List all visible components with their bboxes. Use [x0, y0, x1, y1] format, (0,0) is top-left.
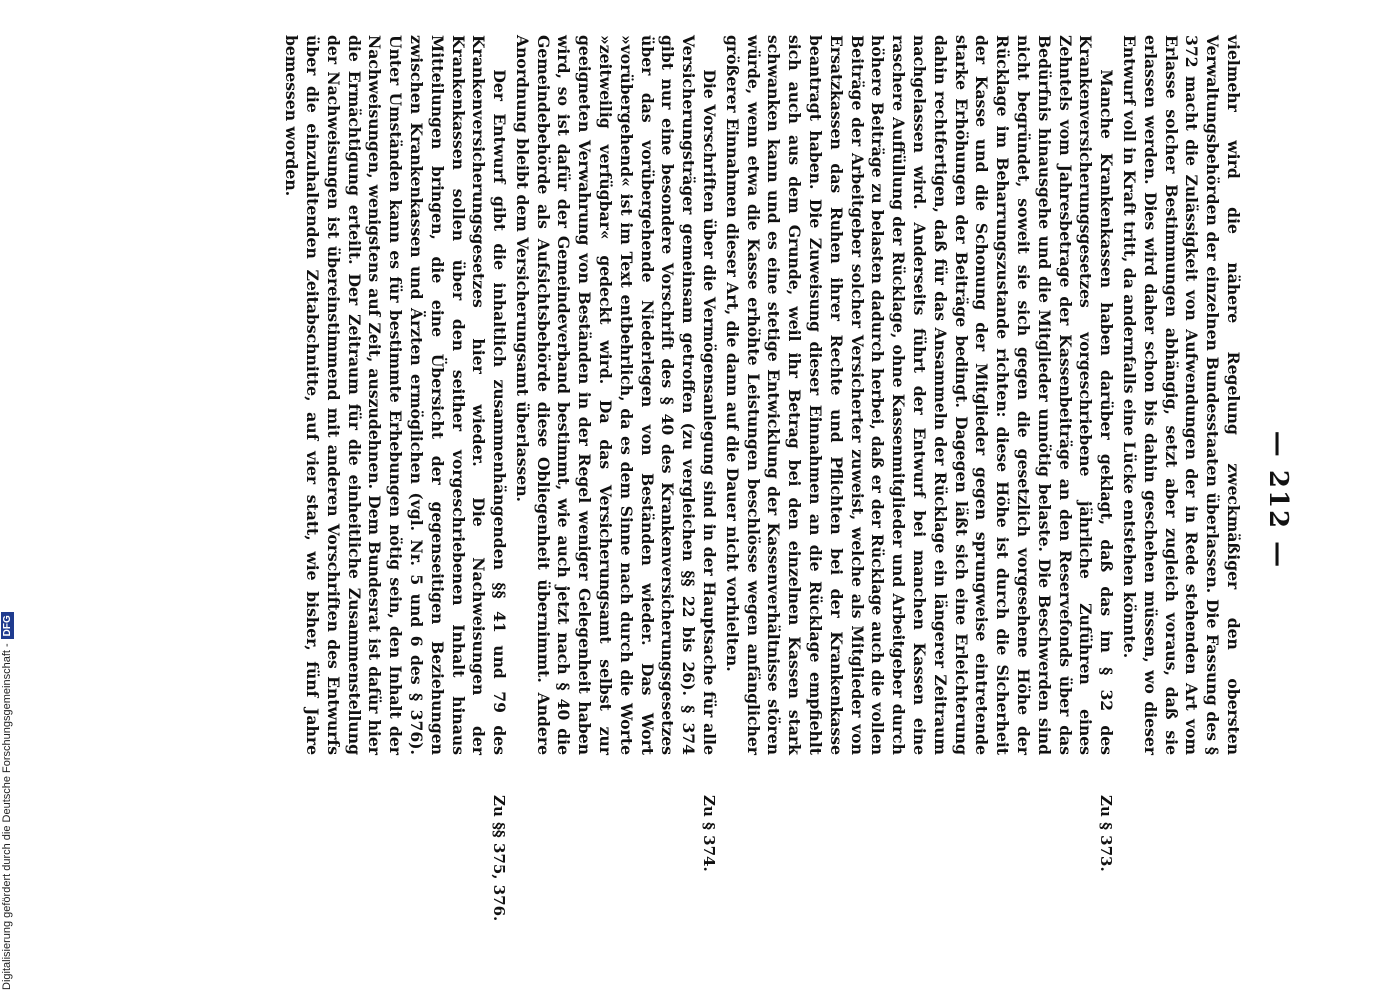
paragraph: Der Entwurf gibt die inhaltlich zusammenhängenden §§ 41 und 79 des Krankenversicherungsgesetzes hier wieder. Die Nachweisungen der Krankenkassen sollen über den seither vorgeschriebenen Inhalt hinaus Mitteilungen bringen, die eine Übersicht der gegenseitigen Beziehungen zwischen Krankenkassen und Ärzten ermöglichen (vgl. Nr. 5 und 6 des § 376). Unter Umständen kann es für bestimmte Erhebungen nötig sein, den Inhalt der Nachweisungen, wenigstens auf Zeit, auszudehnen. Dem Bundesrat ist dafür hier die Ermächtigung erteilt. Der Zeitraum für die einheitliche Zusammenstellung der Nachweisungen ist übereinstimmend mit anderen Vorschriften des Entwurfs über die einzuhaltenden Zeitabschnitte, auf vier statt, wie bisher, fünf Jahre bemessen worden. [282, 35, 510, 755]
margin-note-375-376: Zu §§ 375, 376. [490, 795, 509, 922]
margin-note-373: Zu § 373. [1097, 795, 1116, 872]
digitization-footer [0, 0, 26, 1000]
page-number: — 212 — [1263, 430, 1293, 570]
paragraph: vielmehr wird die nähere Regelung zweckmäßiger den obersten Verwaltungsbehörden der einzelnen Bundesstaaten überlassen. Die Fassung des § 372 macht die Zulässigkeit von Aufwendungen der in Rede stehenden Art vom Erlasse solcher Bestimmungen abhängig, setzt aber zugleich voraus, daß sie erlassen werden. Dies wird daher schon bis dahin geschehen müssen, wo dieser Entwurf voll in Kraft tritt, da andernfalls eine Lücke entstehen könnte. [1120, 35, 1243, 755]
footer-text: Digitalisierung gefördert durch die Deutsche Forschungsgemeinschaft - [1, 643, 13, 990]
section-372-continuation [1118, 35, 1243, 755]
dfg-logo: DFG [1, 612, 14, 639]
body-text [278, 35, 1243, 922]
paragraph: Manche Krankenkassen haben darüber geklagt, daß das im § 32 des Krankenversicherungsgesetzes vorgeschriebene jährliche Zuführen eines Zehntels vom Jahresbetrage der Kassenbeiträge an den Reservefonds über das Bedürfnis hinausgehe und die Mitglieder unnötig belaste. Die Beschwerden sind nicht begründet, soweit sie sich gegen die gesetzlich vorgesehene Höhe der Rücklage im Beharrungszustande richten: diese Höhe ist durch die Sicherheit der Kasse und die Schonung der Mitglieder gegen sprungweise eintretende starke Erhöhungen der Beiträge bedingt. Dagegen läßt sich eine Erleichterung dahin rechtfertigen, daß für das Ansammeln der Rücklage ein längerer Zeitraum nachgelassen wird. Anderseits führt der Entwurf bei manchen Kassen eine raschere Auffüllung der Rücklage, ohne Kassenmitglieder und Arbeitgeber durch höhere Beiträge zu belasten dadurch herbei, daß er der Rücklage auch die vollen Beiträge der Arbeitgeber solcher Versicherter zuweist, welche als Mitglieder von Ersatzkassen das Ruhen ihrer Rechte und Pflichten bei der Krankenkasse beantragt haben. Die Zuweisung dieser Einnahmen an die Rücklage empfiehlt sich auch aus dem Grunde, weil ihr Betrag bei den einzelnen Kassen stark schwanken kann und es eine stetige Entwicklung der Kassenverhältnisse stören würde, wenn etwa die Kasse erhöhte Leistungen beschlösse wegen anfänglicher größerer Einnahmen dieser Art, die dann auf die Dauer nicht vorhielten. [722, 35, 1117, 755]
section-375-376 [280, 35, 510, 922]
section-374 [511, 35, 720, 872]
paragraph: Die Vorschriften über die Vermögensanlegung sind in der Hauptsache für alle Versicherungsträger gemeinsam getroffen (zu vergleichen §§ 22 bis 26). § 374 gibt nur eine besondere Vorschrift des § 40 des Krankenversicherungsgesetzes über das vorübergehende Niederlegen von Beständen wieder. Das Wort »vorübergehend« ist im Text entbehrlich, da es dem Sinne nach durch die Worte »zeitweilig verfügbar« gedeckt wird. Da das Versicherungsamt selbst zur geeigneten Verwahrung von Beständen in der Regel weniger Gelegenheit haben wird, so ist dafür der Gemeindeverband bestimmt, wie auch jetzt nach § 40 die Gemeindebehörde als Aufsichtsbehörde diese Obliegenheit übernimmt. Andere Anordnung bleibt dem Versicherungsamt überlassen. [512, 35, 720, 755]
margin-note-374: Zu § 374. [700, 795, 719, 872]
section-373 [721, 35, 1117, 872]
footer-credit [1, 612, 14, 990]
